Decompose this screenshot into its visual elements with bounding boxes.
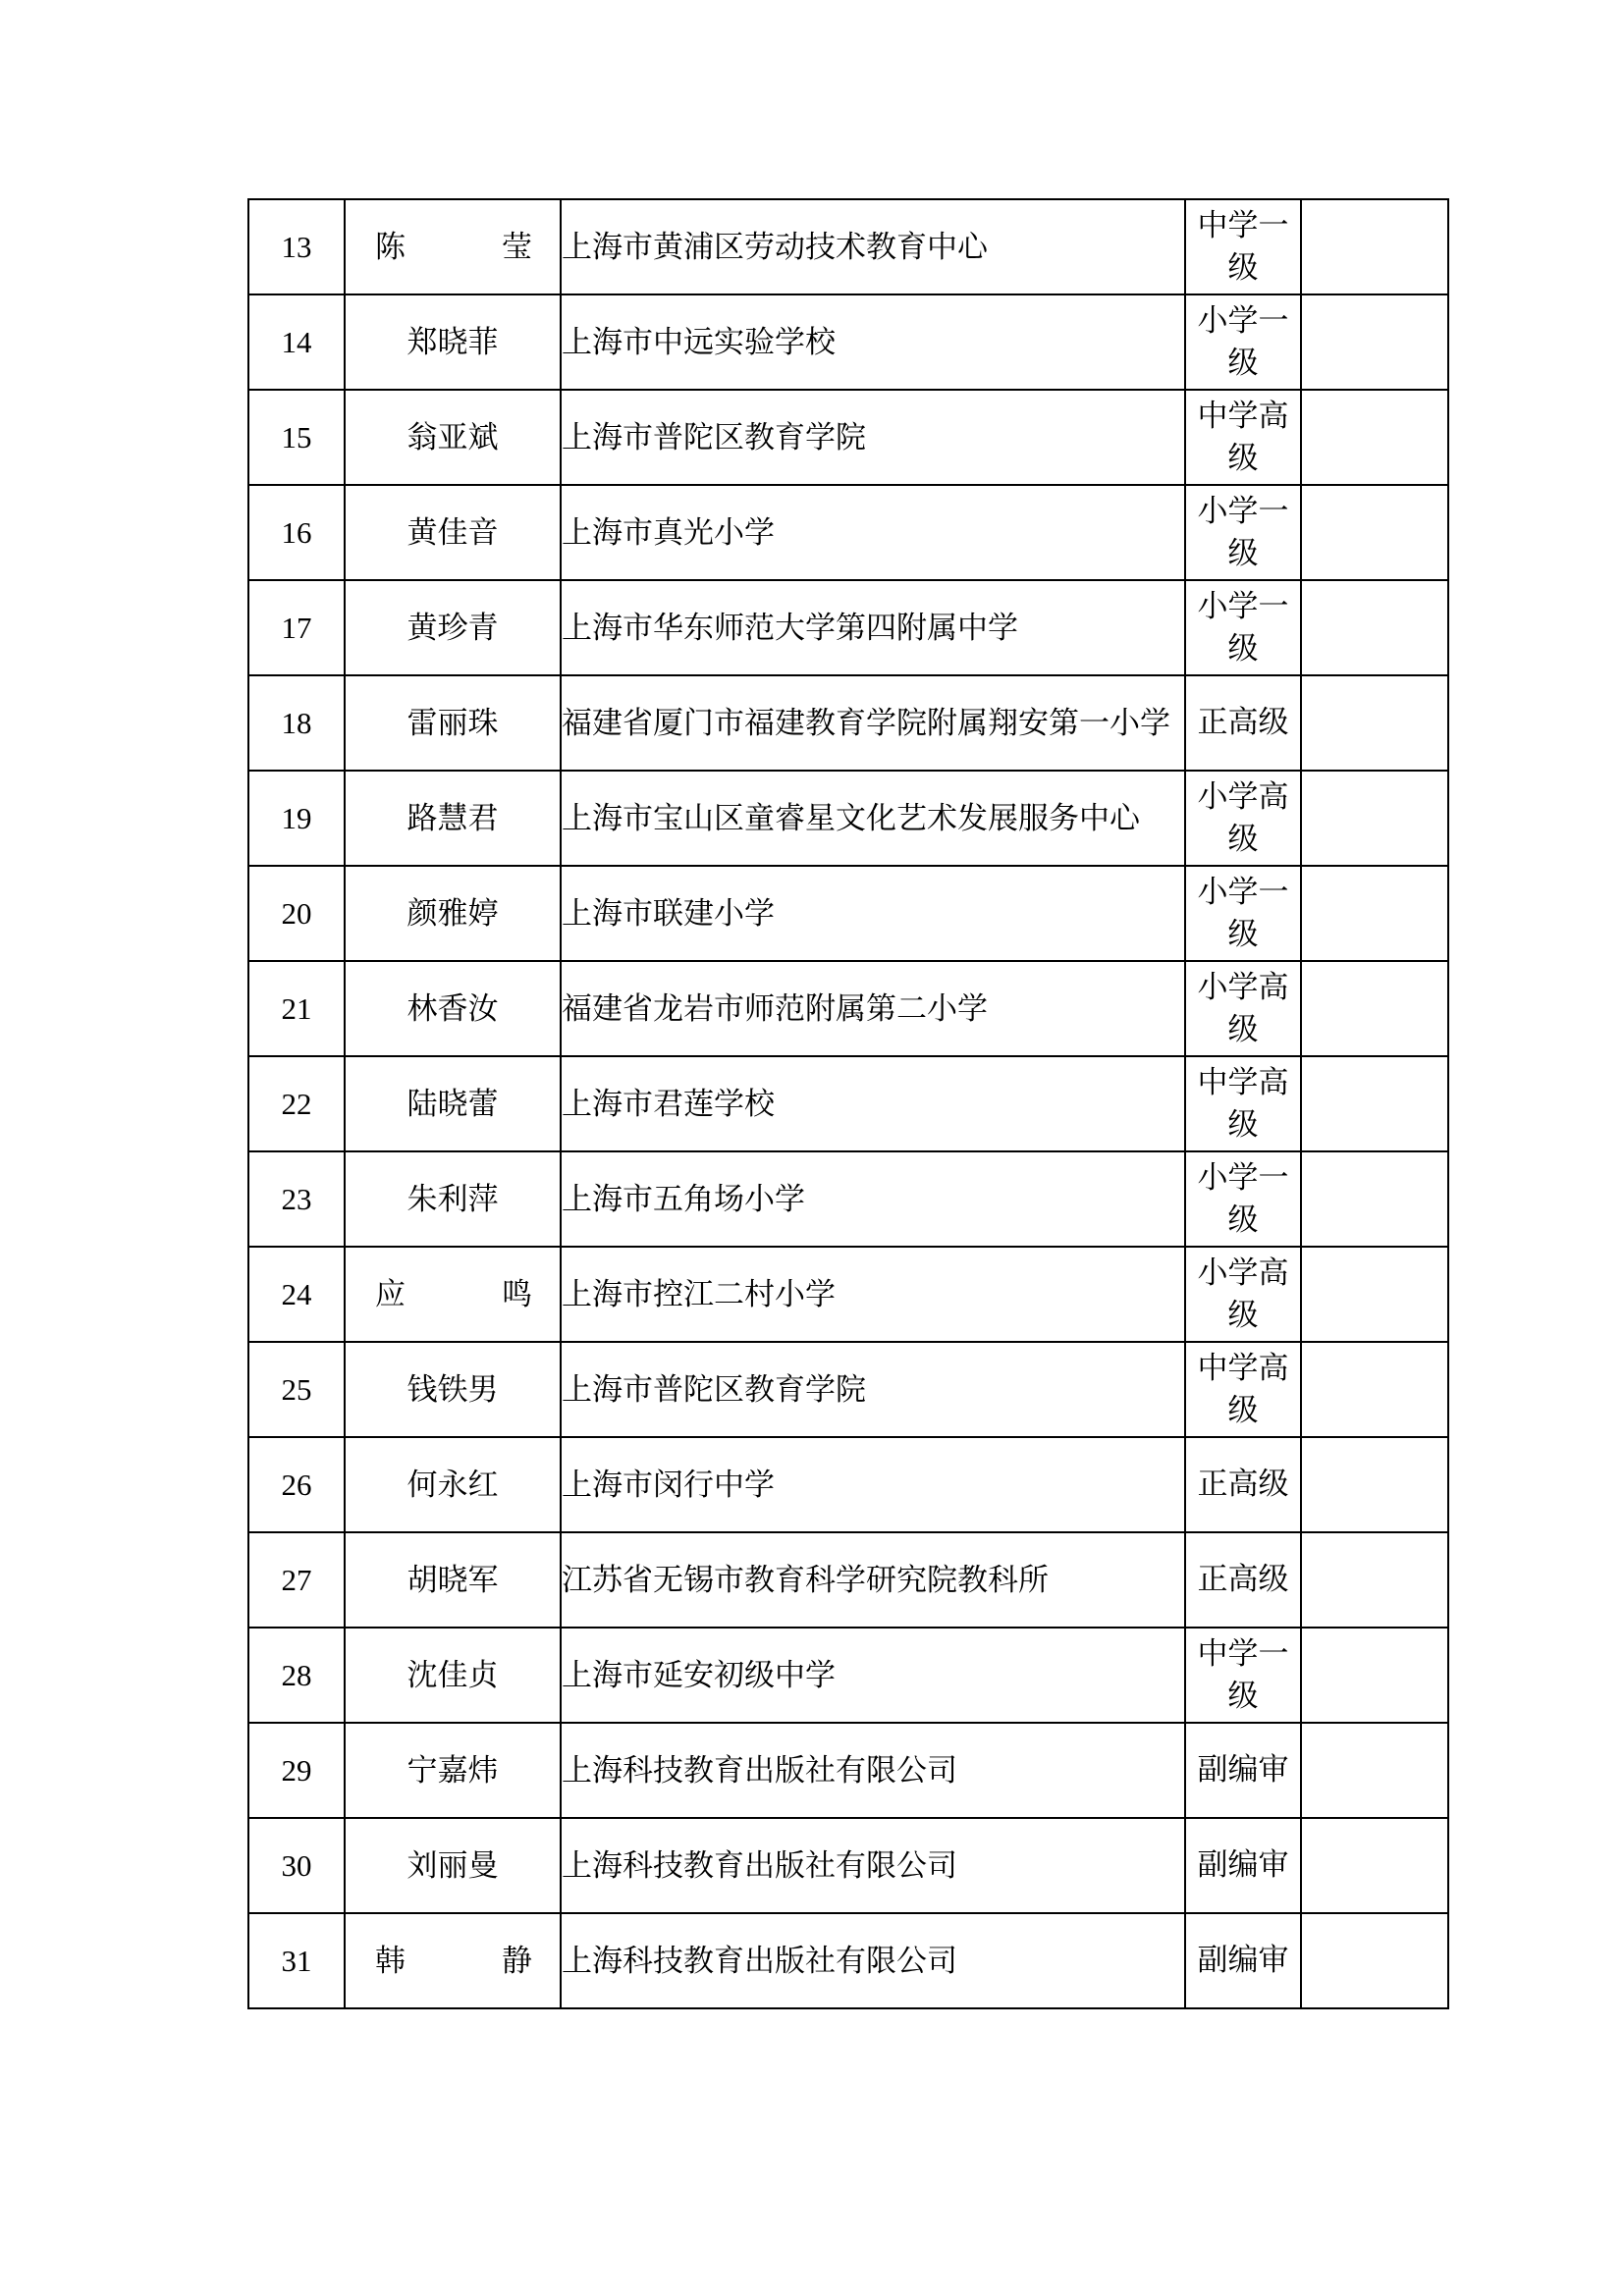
organization-cell [561,1437,1185,1532]
professional-title-cell [1185,1151,1301,1247]
remarks-cell [1301,390,1448,485]
professional-title-text: 正高级 [1197,705,1289,740]
remarks-cell [1301,866,1448,961]
professional-title-cell [1185,580,1301,675]
remarks-cell [1301,1913,1448,2008]
row-number-cell: 15 [248,390,345,485]
professional-title-cell [1185,1913,1301,2008]
professional-title-text: 中学一级 [1197,207,1289,286]
table-row [248,485,1448,580]
row-number-cell: 30 [248,1818,345,1913]
organization-cell [561,1247,1185,1342]
organization-text: 上海市五角场小学 [562,1181,805,1217]
table-row [248,961,1448,1056]
organization-text: 上海科技教育出版社有限公司 [562,1847,957,1884]
name-cell: 朱利萍 [345,1151,561,1247]
table-row [248,1151,1448,1247]
organization-cell [561,1723,1185,1818]
remarks-cell [1301,294,1448,390]
remarks-cell [1301,1628,1448,1723]
professional-title-cell [1185,1056,1301,1151]
professional-title-text: 小学一级 [1197,1159,1289,1238]
professional-title-cell [1185,1628,1301,1723]
table-row [248,580,1448,675]
name-cell: 韩 静 [345,1913,561,2008]
organization-cell [561,199,1185,294]
organization-text: 上海市普陀区教育学院 [562,419,866,455]
name-cell: 应 鸣 [345,1247,561,1342]
professional-title-cell [1185,294,1301,390]
professional-title-text: 副编审 [1197,1847,1289,1883]
remarks-cell [1301,1151,1448,1247]
organization-text: 上海市延安初级中学 [562,1657,836,1693]
name-cell: 陆晓蕾 [345,1056,561,1151]
name-cell: 路慧君 [345,771,561,866]
roster-table [247,198,1449,2009]
professional-title-text: 正高级 [1197,1562,1289,1597]
table-row [248,1913,1448,2008]
remarks-cell [1301,199,1448,294]
remarks-cell [1301,485,1448,580]
row-number-cell: 17 [248,580,345,675]
table-row [248,1532,1448,1628]
row-number-cell: 19 [248,771,345,866]
remarks-cell [1301,1056,1448,1151]
row-number-cell: 18 [248,675,345,771]
professional-title-text: 副编审 [1197,1943,1289,1978]
organization-cell [561,866,1185,961]
table-row [248,199,1448,294]
name-cell: 林香汝 [345,961,561,1056]
organization-cell [561,1818,1185,1913]
professional-title-cell [1185,1437,1301,1532]
professional-title-cell [1185,1532,1301,1628]
organization-text: 上海市普陀区教育学院 [562,1371,866,1408]
row-number-cell: 13 [248,199,345,294]
remarks-cell [1301,580,1448,675]
organization-text: 上海市华东师范大学第四附属中学 [562,610,1018,646]
organization-cell [561,580,1185,675]
organization-cell [561,961,1185,1056]
organization-text: 上海市君莲学校 [562,1086,775,1122]
table-row [248,1247,1448,1342]
row-number-cell: 22 [248,1056,345,1151]
table-row [248,390,1448,485]
professional-title-text: 小学一级 [1197,493,1289,571]
professional-title-cell [1185,199,1301,294]
professional-title-text: 小学一级 [1197,874,1289,952]
organization-cell [561,1056,1185,1151]
name-cell: 钱铁男 [345,1342,561,1437]
professional-title-text: 中学高级 [1197,1350,1289,1428]
row-number-cell: 28 [248,1628,345,1723]
table-row [248,1628,1448,1723]
professional-title-cell [1185,866,1301,961]
professional-title-text: 正高级 [1197,1467,1289,1502]
professional-title-text: 中学高级 [1197,1064,1289,1143]
roster-table-body [248,199,1448,2008]
professional-title-text: 中学高级 [1197,398,1289,476]
table-row [248,1723,1448,1818]
organization-cell [561,1151,1185,1247]
row-number-cell: 26 [248,1437,345,1532]
row-number-cell: 25 [248,1342,345,1437]
remarks-cell [1301,1247,1448,1342]
professional-title-cell [1185,675,1301,771]
remarks-cell [1301,1437,1448,1532]
table-row [248,771,1448,866]
organization-cell [561,1913,1185,2008]
table-row [248,1818,1448,1913]
organization-cell [561,390,1185,485]
organization-text: 上海市控江二村小学 [562,1276,836,1312]
professional-title-cell [1185,1342,1301,1437]
name-cell: 雷丽珠 [345,675,561,771]
name-cell: 颜雅婷 [345,866,561,961]
name-cell: 陈 莹 [345,199,561,294]
organization-text: 福建省龙岩市师范附属第二小学 [562,990,988,1027]
professional-title-text: 小学高级 [1197,778,1289,857]
table-row [248,1437,1448,1532]
professional-title-text: 中学一级 [1197,1635,1289,1714]
remarks-cell [1301,771,1448,866]
organization-text: 江苏省无锡市教育科学研究院教科所 [562,1562,1049,1598]
table-row [248,1342,1448,1437]
organization-text: 上海市宝山区童睿星文化艺术发展服务中心 [562,800,1140,836]
name-cell: 郑晓菲 [345,294,561,390]
name-cell: 胡晓军 [345,1532,561,1628]
organization-cell [561,485,1185,580]
table-row [248,866,1448,961]
organization-text: 上海科技教育出版社有限公司 [562,1943,957,1979]
professional-title-cell [1185,1818,1301,1913]
row-number-cell: 23 [248,1151,345,1247]
professional-title-text: 小学一级 [1197,588,1289,667]
organization-text: 上海市闵行中学 [562,1467,775,1503]
professional-title-cell [1185,1247,1301,1342]
professional-title-text: 小学高级 [1197,1255,1289,1333]
professional-title-text: 小学高级 [1197,969,1289,1047]
organization-cell [561,294,1185,390]
professional-title-cell [1185,1723,1301,1818]
organization-text: 福建省厦门市福建教育学院附属翔安第一小学 [562,705,1170,741]
professional-title-text: 小学一级 [1197,302,1289,381]
row-number-cell: 27 [248,1532,345,1628]
remarks-cell [1301,961,1448,1056]
organization-text: 上海科技教育出版社有限公司 [562,1752,957,1789]
organization-text: 上海市中远实验学校 [562,324,836,360]
row-number-cell: 20 [248,866,345,961]
name-cell: 翁亚斌 [345,390,561,485]
professional-title-cell [1185,961,1301,1056]
name-cell: 刘丽曼 [345,1818,561,1913]
name-cell: 黄佳音 [345,485,561,580]
name-cell: 何永红 [345,1437,561,1532]
organization-cell [561,675,1185,771]
row-number-cell: 29 [248,1723,345,1818]
row-number-cell: 21 [248,961,345,1056]
organization-cell [561,1342,1185,1437]
professional-title-cell [1185,485,1301,580]
table-row [248,675,1448,771]
organization-cell [561,1628,1185,1723]
organization-cell [561,1532,1185,1628]
professional-title-cell [1185,390,1301,485]
professional-title-cell [1185,771,1301,866]
remarks-cell [1301,1532,1448,1628]
remarks-cell [1301,1818,1448,1913]
organization-cell [561,771,1185,866]
name-cell: 黄珍青 [345,580,561,675]
remarks-cell [1301,1723,1448,1818]
row-number-cell: 14 [248,294,345,390]
organization-text: 上海市真光小学 [562,514,775,551]
professional-title-text: 副编审 [1197,1752,1289,1788]
name-cell: 宁嘉炜 [345,1723,561,1818]
row-number-cell: 24 [248,1247,345,1342]
table-row [248,294,1448,390]
table-row [248,1056,1448,1151]
remarks-cell [1301,1342,1448,1437]
organization-text: 上海市黄浦区劳动技术教育中心 [562,229,988,265]
organization-text: 上海市联建小学 [562,895,775,932]
name-cell: 沈佳贞 [345,1628,561,1723]
row-number-cell: 31 [248,1913,345,2008]
row-number-cell: 16 [248,485,345,580]
remarks-cell [1301,675,1448,771]
